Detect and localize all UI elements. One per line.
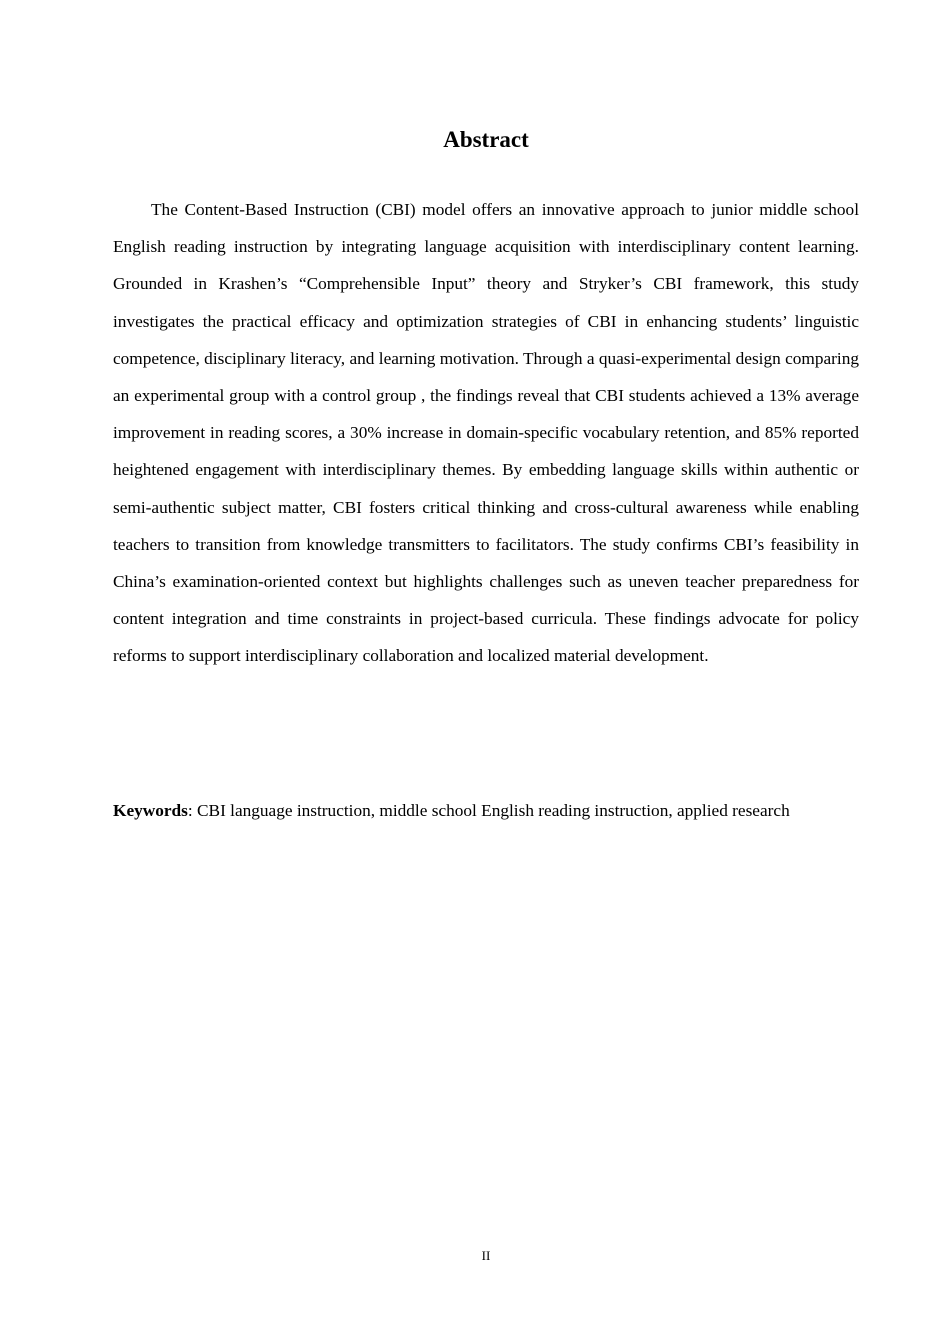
keywords-separator: :: [187, 801, 198, 820]
abstract-paragraph: The Content-Based Instruction (CBI) model offers an innovative approach to junior middle school English reading instruction by integrating language acquisition with interdisciplinary content learning. Grounded in Krashen’s “Comprehensible Input” theory and Stryker’s CBI framework, this study investigates the practical efficacy and optimization strategies of CBI in enhancing students’ linguistic competence, disciplinary literacy, and learning motivation. Through a quasi-experimental design comparing an experimental group with a control group , the findings reveal that CBI students achieved a 13% average improvement in reading scores, a 30% increase in domain-specific vocabulary retention, and 85% reported heightened engagement with interdisciplinary themes. By embedding language skills within authentic or semi-authentic subject matter, CBI fosters critical thinking and cross-cultural awareness while enabling teachers to transition from knowledge transmitters to facilitators. The study confirms CBI’s feasibility in China’s examination-oriented context but highlights challenges such as uneven teacher preparedness for content integration and time constraints in project-based curricula. These findings advocate for policy reforms to support interdisciplinary collaboration and localized material development.: [113, 200, 859, 666]
page-number: II: [481, 1248, 491, 1263]
keywords-text: CBI language instruction, middle school English reading instruction, applied research: [197, 801, 790, 820]
abstract-title: Abstract: [443, 127, 529, 152]
keywords-label: Keywords: [113, 801, 188, 820]
keywords-line: [113, 794, 813, 828]
